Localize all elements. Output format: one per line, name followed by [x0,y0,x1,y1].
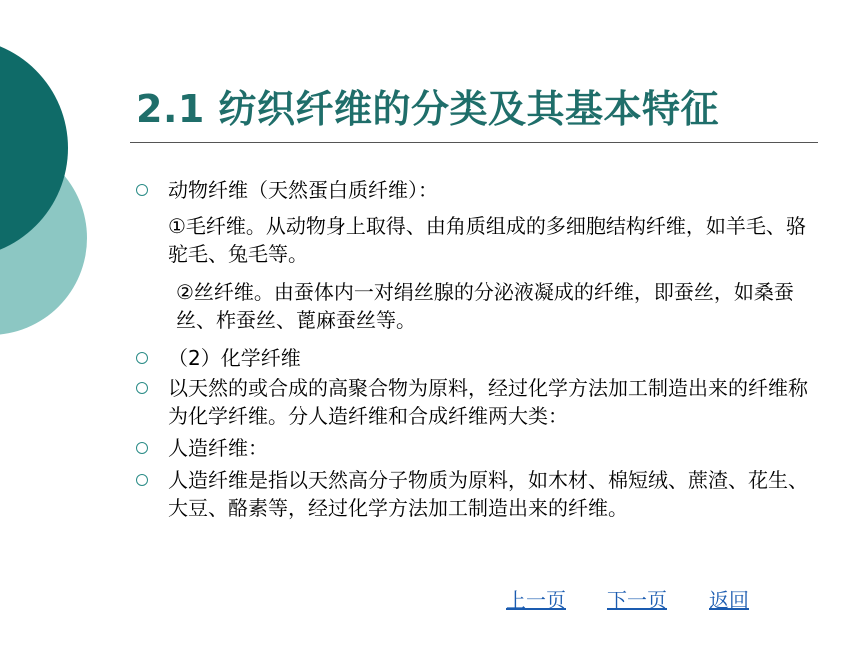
next-page-link[interactable]: 下一页 [607,588,667,612]
sub-item-wool: ①毛纤维。从动物身上取得、由角质组成的多细胞结构纤维，如羊毛、骆驼毛、兔毛等。 [168,214,806,266]
slide-content [134,176,824,522]
bullet-text: 动物纤维（天然蛋白质纤维）： [168,178,438,202]
prev-page-link[interactable]: 上一页 [506,588,566,612]
title-divider [130,142,818,143]
slide-title: 2.1 纺织纤维的分类及其基本特征 [136,87,720,131]
bullet-item [134,374,824,430]
bullet-circle-icon [136,474,148,486]
bullet-circle-icon [136,382,148,394]
bullet-item [134,344,824,372]
sub-item-silk: ②丝纤维。由蚕体内一对绢丝腺的分泌液凝成的纤维，即蚕丝，如桑蚕丝、柞蚕丝、蓖麻蚕丝等。 [176,280,794,332]
bullet-circle-icon [136,442,148,454]
bullet-item [134,466,824,522]
bullet-text: （2）化学纤维 [168,346,301,370]
back-link[interactable]: 返回 [709,588,749,612]
bullet-text: 人造纤维： [168,436,268,460]
bullet-circle-icon [136,184,148,196]
bullet-text: 以天然的或合成的高聚合物为原料，经过化学方法加工制造出来的纤维称为化学纤维。分人造纤维和合成纤维两大类： [168,376,808,428]
decorative-circles [0,0,130,645]
bullet-item [134,434,824,462]
bullet-circle-icon [136,352,148,364]
bullet-item [134,176,824,204]
bullet-text: 人造纤维是指以天然高分子物质为原料，如木材、棉短绒、蔗渣、花生、大豆、酪素等，经过化学方法加工制造出来的纤维。 [168,468,808,520]
